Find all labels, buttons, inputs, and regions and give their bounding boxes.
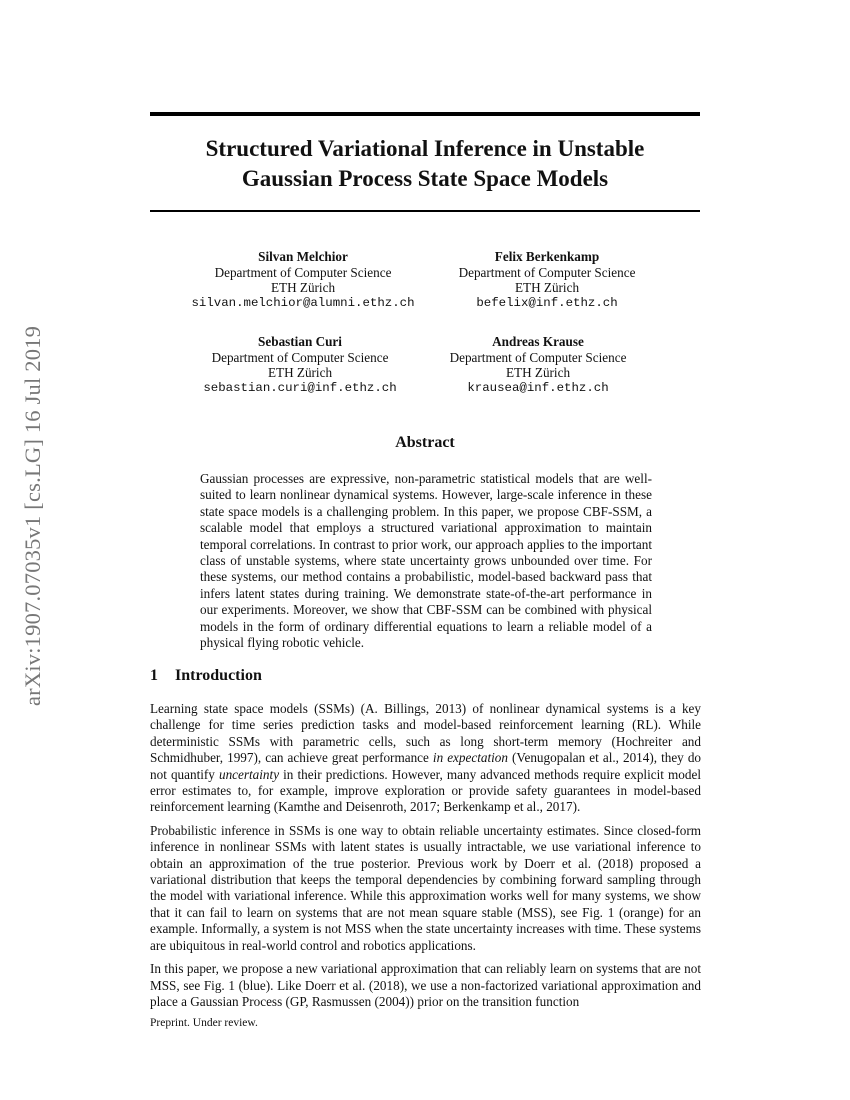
- author-name: Silvan Melchior: [258, 249, 348, 264]
- title-bottom-rule: [150, 210, 700, 212]
- author-department: Department of Computer Science: [211, 349, 389, 365]
- author-institution: ETH Zürich: [514, 280, 580, 295]
- paragraph-text: (Venugopalan et al., 2014), they do not quantify: [150, 750, 702, 782]
- introduction-body: [150, 701, 701, 1017]
- author-name: Andreas Krause: [492, 334, 584, 349]
- section-title: Introduction: [175, 667, 262, 684]
- paragraph: In this paper, we propose a new variational approximation that can reliably learn on systems that are not MSS, see Fig. 1 (blue). Like Doerr et al. (2018), we use a non-factorized variational approximation and place a Gaussian Process (GP, Rasmussen (2004)) prior on the transition function: [150, 961, 701, 1009]
- author-email: silvan.melchior@alumni.ethz.ch: [191, 295, 415, 310]
- author-institution: ETH Zürich: [505, 365, 571, 380]
- footer-note: Preprint. Under review.: [150, 1017, 258, 1029]
- abstract-heading: Abstract: [395, 434, 455, 451]
- arxiv-stamp: arXiv:1907.07035v1 [cs.LG] 16 Jul 2019: [20, 325, 45, 706]
- top-rule: [150, 112, 700, 116]
- emphasis-text: uncertainty: [218, 766, 280, 782]
- paragraph-text: in their predictions. However, many advanced methods require explicit model error estimates to, for example, improve exploration or provide safety guarantees in model-based reinforcement learning (Kamthe and Deisenroth, 2017; Berkenkamp et al., 2017).: [150, 766, 701, 815]
- title-line-2: Gaussian Process State Space Models: [241, 166, 609, 191]
- author-department: Department of Computer Science: [449, 349, 627, 365]
- abstract-text: Gaussian processes are expressive, non-parametric statistical models that are well-suited to learn nonlinear dynamical systems. However, large-scale inference in these state space models is a challenging problem. In this paper, we propose CBF-SSM, a scalable model that employs a structured variational approximation to maintain temporal correlations. In contrast to prior work, our approach applies to the important class of unstable systems, where state uncertainty grows unbounded over time. For these systems, our method contains a probabilistic, model-based backward pass that infers latent states during training. We demonstrate state-of-the-art performance in our experiments. Moreover, we show that CBF-SSM can be combined with physical models in the form of ordinary differential equations to learn a reliable model of a physical flying robotic vehicle.: [200, 471, 652, 651]
- paragraph: [150, 701, 701, 816]
- author-name: Felix Berkenkamp: [494, 249, 600, 264]
- author-institution: ETH Zürich: [267, 365, 333, 380]
- author-block: [398, 334, 678, 396]
- paper-title: [150, 134, 700, 194]
- paragraph-text: Learning state space models (SSMs) (A. Billings, 2013) of nonlinear dynamical systems is a key challenge for time series prediction tasks and model-based reinforcement learning (RL). While deterministic SSMs with parametric cells, such as long short-term memory (Hochreiter and Schmidhuber, 1997), can achieve great performance: [150, 701, 701, 766]
- author-block: [163, 249, 443, 311]
- author-email: krausea@inf.ethz.ch: [467, 380, 609, 395]
- author-department: Department of Computer Science: [214, 264, 392, 280]
- title-line-1: Structured Variational Inference in Unstable: [205, 136, 645, 161]
- section-number: 1: [150, 667, 158, 684]
- author-email: sebastian.curi@inf.ethz.ch: [203, 380, 397, 395]
- author-email: befelix@inf.ethz.ch: [476, 295, 618, 310]
- author-department: Department of Computer Science: [458, 264, 636, 280]
- author-institution: ETH Zürich: [270, 280, 336, 295]
- paragraph: Probabilistic inference in SSMs is one way to obtain reliable uncertainty estimates. Since closed-form inference in nonlinear SSMs with latent states is usually intractable, we use variational inference to obtain an approximation of the true posterior. Previous work by Doerr et al. (2018) proposed a variational distribution that keeps the temporal dependencies by combining forward sampling through the model with variational inference. While this approximation works well for many systems, we show that it can fail to learn on systems that are not mean square stable (MSS), see Fig. 1 (orange) for an example. Informally, a system is not MSS when the state uncertainty increases with time. These systems are ubiquitous in real-world control and robotics applications.: [150, 822, 701, 953]
- section-heading: [150, 667, 262, 685]
- emphasis-text: in expectation: [432, 750, 508, 766]
- author-name: Sebastian Curi: [258, 334, 342, 349]
- author-block: [407, 249, 687, 311]
